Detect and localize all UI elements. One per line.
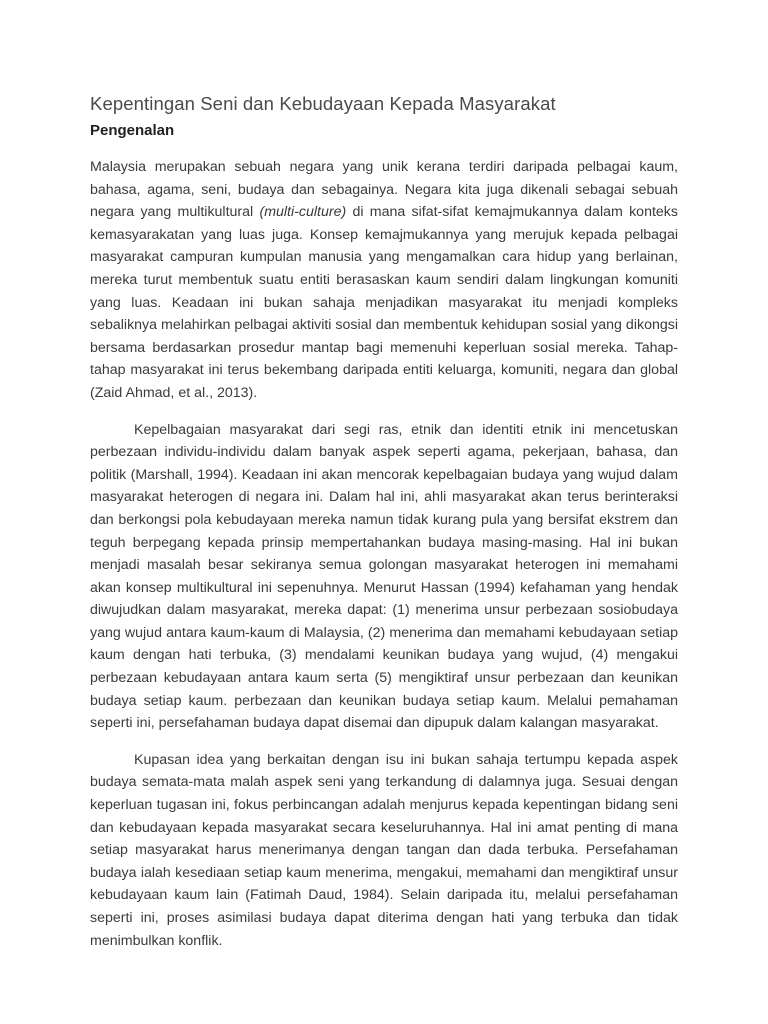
- paragraph-1-italic-term: (multi-culture): [259, 204, 347, 221]
- document-title: Kepentingan Seni dan Kebudayaan Kepada Masyarakat: [90, 93, 556, 114]
- paragraph-3: Kupasan idea yang berkaitan dengan isu ini bukan sahaja tertumpu kepada aspek budaya semata-mata malah aspek seni yang terkandung di dalamnya juga. Sesuai dengan keperluan tugasan ini, fokus perbincangan adalah menjurus kepada kepentingan bidang seni dan kebudayaan kepada masyarakat secara keseluruhannya. Hal ini amat penting di mana setiap masyarakat harus menerimanya dengan tangan dan dada terbuka. Persefahaman budaya ialah kesediaan setiap kaum menerima, mengakui, memahami dan mengiktiraf unsur kebudayaan kaum lain (Fatimah Daud, 1984). Selain daripada itu, melalui persefahaman seperti ini, proses asimilasi budaya dapat diterima dengan hati yang terbuka dan tidak menimbulkan konflik.: [90, 751, 678, 949]
- paragraph-1-text-b: di mana sifat-sifat kemajmukannya dalam konteks kemasyarakatan yang luas juga. Konsep kemajmukannya yang merujuk kepada pelbagai masyarakat campuran kumpulan manusia yang mengamalkan cara hidup yang berlainan, mereka turut membentuk suatu entiti berasaskan kaum sendiri dalam lingkungan komuniti yang luas. Keadaan ini bukan sahaja menjadikan masyarakat itu menjadi kompleks sebaliknya melahirkan pelbagai aktiviti sosial dan membentuk kehidupan sosial yang dikongsi bersama berdasarkan prosedur mantap bagi memenuhi keperluan sosial mereka. Tahap-tahap masyarakat ini terus bekembang daripada entiti keluarga, komuniti, negara dan global (Zaid Ahmad, et al., 2013).: [90, 204, 678, 401]
- paragraph-1-text-a: Malaysia merupakan sebuah negara yang unik kerana terdiri daripada pelbagai kaum, bahasa, agama, seni, budaya dan sebagainya. Negara kita juga dikenali sebagai sebuah negara yang multikultural: [90, 159, 678, 221]
- paragraph-1: [90, 156, 678, 405]
- paragraph-2: Kepelbagaian masyarakat dari segi ras, etnik dan identiti etnik ini mencetuskan perbezaan individu-individu dalam banyak aspek seperti agama, pekerjaan, bahasa, dan politik (Marshall, 1994). Keadaan ini akan mencorak kepelbagaian budaya yang wujud dalam masyarakat heterogen di negara ini. Dalam hal ini, ahli masyarakat akan terus berinteraksi dan berkongsi pola kebudayaan mereka namun tidak kurang pula yang bersifat ekstrem dan teguh berpegang kepada prinsip mempertahankan budaya masing-masing. Hal ini bukan menjadi masalah besar sekiranya semua golongan masyarakat heterogen ini memahami akan konsep multikultural ini sepenuhnya. Menurut Hassan (1994) kefahaman yang hendak diwujudkan dalam masyarakat, mereka dapat: (1) menerima unsur perbezaan sosiobudaya yang wujud antara kaum-kaum di Malaysia, (2) menerima dan memahami kebudayaan setiap kaum dengan hati terbuka, (3) mendalami keunikan budaya yang wujud, (4) mengakui perbezaan kebudayaan antara kaum serta (5) mengiktiraf unsur perbezaan dan keunikan budaya setiap kaum. perbezaan dan keunikan budaya setiap kaum. Melalui pemahaman seperti ini, persefahaman budaya dapat disemai dan dipupuk dalam kalangan masyarakat.: [90, 421, 678, 732]
- section-heading: Pengenalan: [90, 122, 175, 139]
